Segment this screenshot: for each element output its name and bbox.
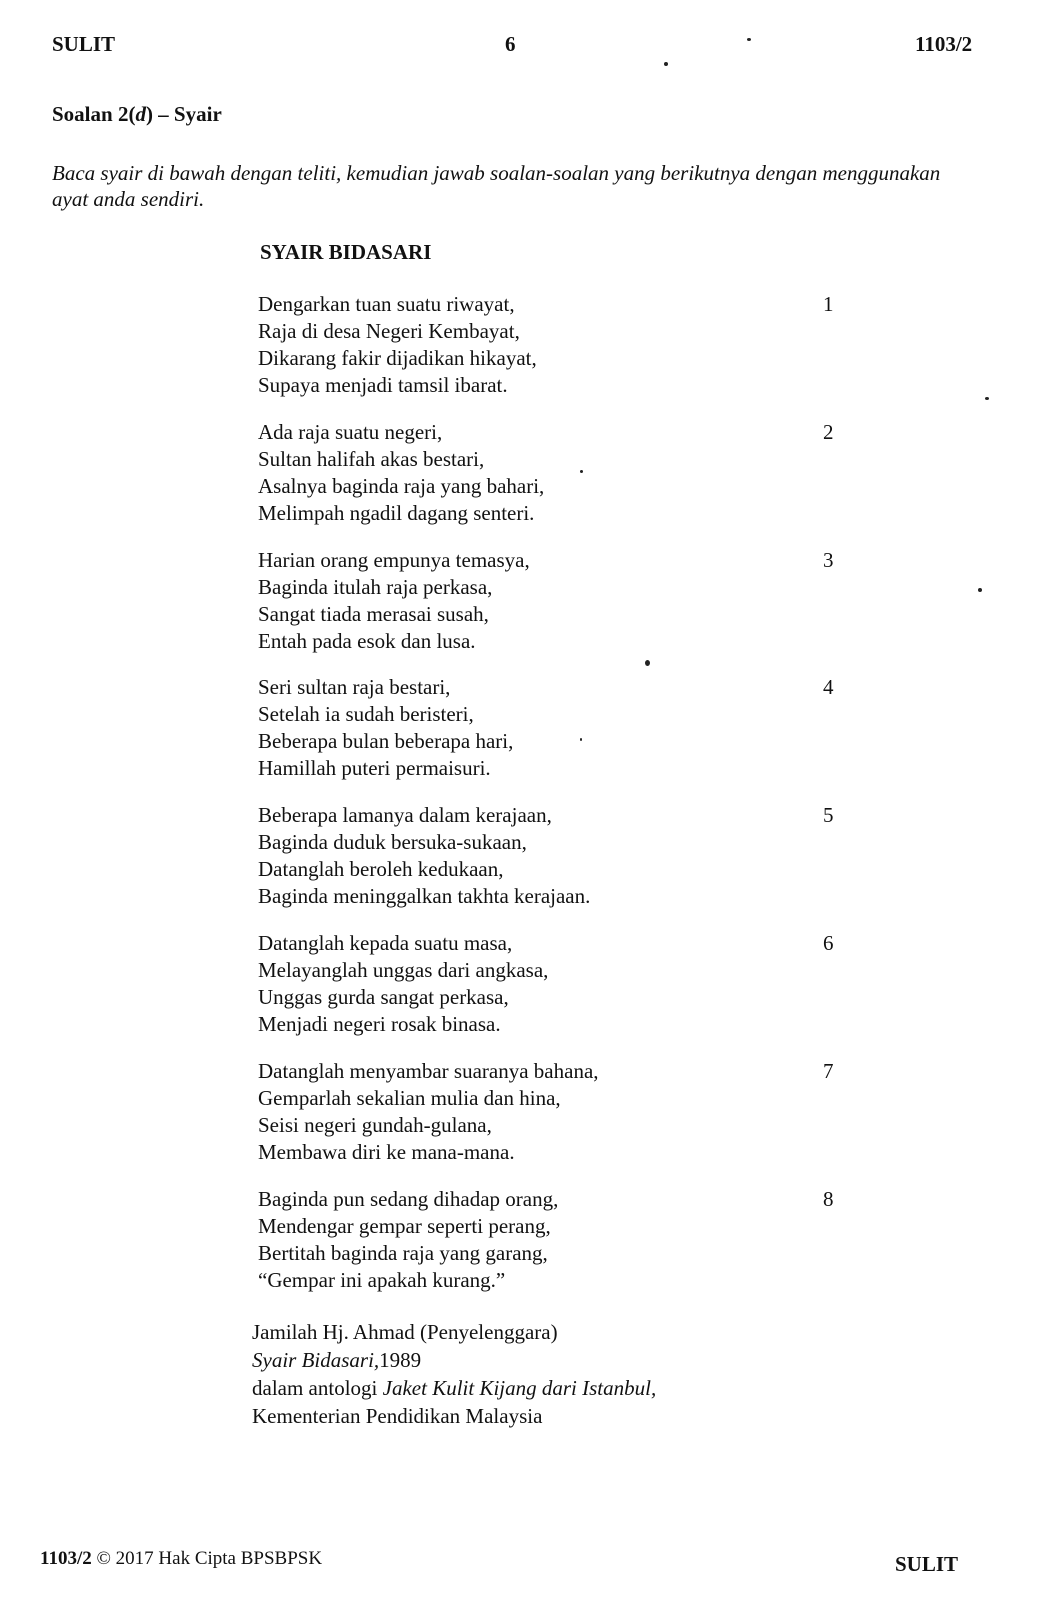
stanza-6 bbox=[258, 930, 858, 1038]
stanza-line: Sultan halifah akas bestari, bbox=[258, 447, 485, 471]
stanza-number: 7 bbox=[823, 1059, 834, 1083]
stanza-line: Datanglah menyambar suaranya bahana, bbox=[258, 1059, 599, 1083]
stanza-line: Baginda itulah raja perkasa, bbox=[258, 575, 493, 599]
stanza-line: Setelah ia sudah beristeri, bbox=[258, 702, 474, 726]
stanza-1 bbox=[258, 291, 858, 399]
question-part: d bbox=[135, 102, 146, 126]
scan-speck bbox=[580, 738, 582, 741]
stanza-line: Entah pada esok dan lusa. bbox=[258, 629, 476, 653]
stanza-line: Dengarkan tuan suatu riwayat, bbox=[258, 292, 515, 316]
stanza-number: 4 bbox=[823, 675, 834, 699]
stanza-8 bbox=[258, 1186, 858, 1294]
instructions: Baca syair di bawah dengan teliti, kemudian jawab soalan-soalan yang berikutnya dengan menggunakan ayat anda sendiri. bbox=[52, 161, 941, 211]
question-title bbox=[52, 102, 222, 127]
citation-work-year: 1989 bbox=[379, 1348, 422, 1372]
stanza-line: Harian orang empunya temasya, bbox=[258, 548, 530, 572]
stanza-line: Datanglah beroleh kedukaan, bbox=[258, 857, 504, 881]
stanza-line: Gemparlah sekalian mulia dan hina, bbox=[258, 1086, 561, 1110]
stanza-number: 5 bbox=[823, 803, 834, 827]
stanza-5 bbox=[258, 802, 858, 910]
stanza-number: 6 bbox=[823, 931, 834, 955]
stanza-line: Asalnya baginda raja yang bahari, bbox=[258, 474, 545, 498]
footer-code: 1103/2 bbox=[40, 1548, 92, 1569]
stanza-line: Raja di desa Negeri Kembayat, bbox=[258, 319, 520, 343]
stanza-line: Mendengar gempar seperti perang, bbox=[258, 1214, 551, 1238]
stanza-line: Beberapa lamanya dalam kerajaan, bbox=[258, 803, 552, 827]
citation-work-title: Syair Bidasari, bbox=[252, 1348, 380, 1372]
footer-copyright-text: © 2017 Hak Cipta BPSBPSK bbox=[91, 1548, 323, 1569]
citation-anthology-title: Jaket Kulit Kijang dari Istanbul, bbox=[382, 1376, 657, 1400]
stanza-line: Melayanglah unggas dari angkasa, bbox=[258, 958, 549, 982]
stanza-line: Baginda meninggalkan takhta kerajaan. bbox=[258, 884, 591, 908]
stanza-line: Baginda duduk bersuka-sukaan, bbox=[258, 830, 527, 854]
citation-publisher: Kementerian Pendidikan Malaysia bbox=[252, 1404, 543, 1428]
stanza-number: 8 bbox=[823, 1187, 834, 1211]
scan-speck bbox=[747, 38, 751, 41]
citation-work bbox=[252, 1346, 656, 1374]
scan-speck bbox=[985, 397, 989, 400]
stanza-2 bbox=[258, 419, 858, 527]
stanza-line: Melimpah ngadil dagang senteri. bbox=[258, 501, 535, 525]
citation bbox=[252, 1318, 656, 1430]
header-paper-code: 1103/2 bbox=[915, 32, 973, 56]
stanza-line: Sangat tiada merasai susah, bbox=[258, 602, 489, 626]
citation-anthology-prefix: dalam antologi bbox=[252, 1376, 383, 1400]
citation-author: Jamilah Hj. Ahmad (Penyelenggara) bbox=[252, 1320, 558, 1344]
stanza-line: Bertitah baginda raja yang garang, bbox=[258, 1241, 548, 1265]
footer-classification: SULIT bbox=[895, 1552, 959, 1576]
stanza-line: Dikarang fakir dijadikan hikayat, bbox=[258, 346, 537, 370]
scan-speck bbox=[664, 62, 668, 66]
question-suffix: ) – Syair bbox=[145, 102, 222, 126]
stanza-line: Ada raja suatu negeri, bbox=[258, 420, 443, 444]
poem-title: SYAIR BIDASARI bbox=[260, 240, 432, 264]
stanza-line: Beberapa bulan beberapa hari, bbox=[258, 729, 514, 753]
scan-speck bbox=[978, 588, 982, 592]
stanza-line: Datanglah kepada suatu masa, bbox=[258, 931, 513, 955]
stanza-line: Supaya menjadi tamsil ibarat. bbox=[258, 373, 508, 397]
stanza-line: “Gempar ini apakah kurang.” bbox=[258, 1268, 506, 1292]
stanza-line: Unggas gurda sangat perkasa, bbox=[258, 985, 509, 1009]
header-page-number: 6 bbox=[505, 32, 516, 56]
stanza-number: 3 bbox=[823, 548, 834, 572]
citation-anthology bbox=[252, 1374, 656, 1402]
stanza-4 bbox=[258, 674, 858, 782]
stanza-3 bbox=[258, 547, 858, 655]
stanza-number: 1 bbox=[823, 292, 834, 316]
scan-speck bbox=[580, 470, 583, 473]
scan-speck bbox=[645, 660, 650, 666]
stanza-line: Seri sultan raja bestari, bbox=[258, 675, 451, 699]
footer-copyright bbox=[40, 1548, 322, 1570]
question-prefix: Soalan 2( bbox=[52, 102, 136, 126]
stanza-line: Baginda pun sedang dihadap orang, bbox=[258, 1187, 559, 1211]
stanza-number: 2 bbox=[823, 420, 834, 444]
stanza-line: Hamillah puteri permaisuri. bbox=[258, 756, 491, 780]
stanza-line: Seisi negeri gundah-gulana, bbox=[258, 1113, 492, 1137]
stanza-line: Membawa diri ke mana-mana. bbox=[258, 1140, 515, 1164]
header-classification: SULIT bbox=[52, 32, 116, 56]
stanza-7 bbox=[258, 1058, 858, 1166]
stanza-line: Menjadi negeri rosak binasa. bbox=[258, 1012, 501, 1036]
